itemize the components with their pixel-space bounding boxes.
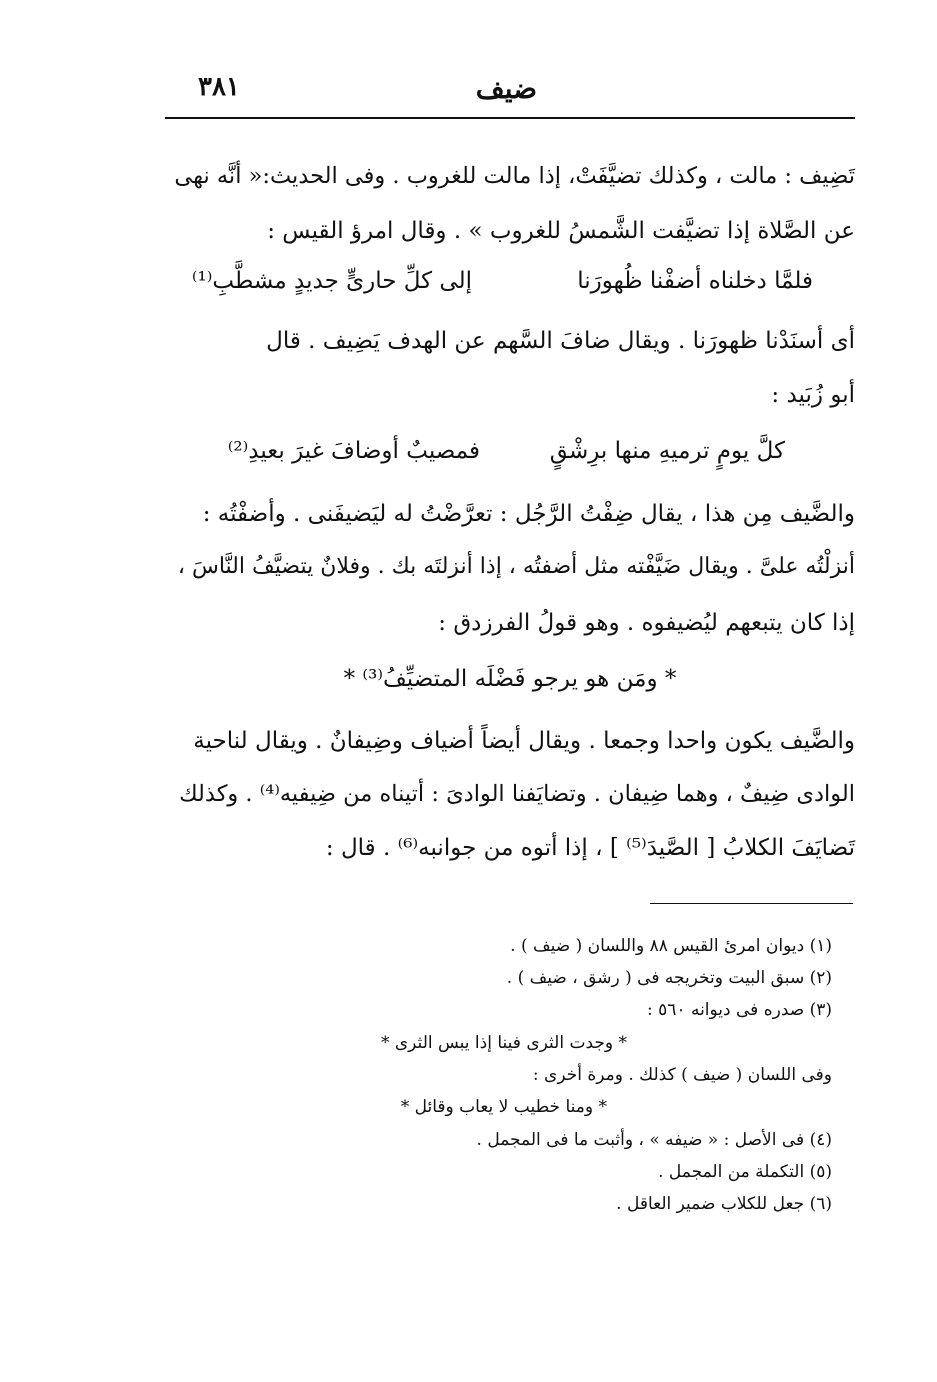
verse-3: * ومَن هو يرجو فَضْلَه المتضيِّفُ⁽³⁾ * [343, 666, 677, 692]
footnote-rule [650, 903, 853, 904]
body-line-7: إذا كان يتبعهم ليُضيفوه . وهو قولُ الفرزدق : [438, 610, 855, 636]
verse-1 [165, 270, 855, 300]
footnote-3: (٣) صدره فى ديوانه ٥٦٠ : [647, 1000, 832, 1020]
body-line-4: أبو زُبَيد : [771, 382, 855, 408]
page-header [165, 70, 855, 114]
body-line-10: تَضايَفَ الكلابُ [ الصَّيدَ⁽⁵⁾ ] ، إذا أتوه من جوانبه⁽⁶⁾ . قال : [325, 835, 855, 861]
verse-2-second-hemistich: فمصيبٌ أوضافَ غيرَ بعيدِ⁽²⁾ [227, 438, 480, 464]
page-number: ٣٨١ [198, 72, 240, 102]
footnote-6: (٦) جعل للكلاب ضمير العاقل . [616, 1194, 832, 1214]
footnote-3-continuation: وفى اللسان ( ضيف ) كذلك . ومرة أخرى : [532, 1065, 832, 1085]
verse-2 [165, 440, 855, 470]
body-line-6: أنزلْتُه علىَّ . ويقال ضَيَّفْته مثل أضفتُه ، إذا أنزلتَه بك . وفلانٌ يتضيَّفُ النَّاسَ ، [177, 554, 855, 579]
verse-2-first-hemistich: كلَّ يومٍ ترميهِ منها برِشْقٍ [549, 438, 785, 464]
body-line-2: عن الصَّلاة إذا تضيَّفت الشَّمسُ للغروب » . وقال امرؤ القيس : [267, 218, 855, 244]
footnote-4: (٤) فى الأصل : « ضيفه » ، وأثبت ما فى المجمل . [476, 1130, 832, 1150]
footnote-2: (٢) سبق البيت وتخريجه فى ( رشق ، ضيف ) . [506, 968, 832, 988]
body-line-8: والضَّيف يكون واحدا وجمعا . ويقال أيضاً أضياف وضِيفانٌ . ويقال لناحية [193, 728, 855, 754]
footnote-5: (٥) التكملة من المجمل . [658, 1162, 832, 1182]
body-line-9: الوادى ضِيفٌ ، وهما ضِيفان . وتضايَفنا الوادىَ : أتيناه من ضِيفيه⁽⁴⁾ . وكذلك [179, 781, 855, 807]
verse-1-second-hemistich: إلى كلِّ حارىٍّ جديدٍ مشطَّبِ⁽¹⁾ [191, 268, 472, 294]
footnote-3-quote-1: * وجدت الثرى فينا إذا يبس الثرى * [380, 1033, 627, 1053]
header-rule [165, 117, 855, 119]
footnote-1: (١) ديوان امرئ القيس ٨٨ واللسان ( ضيف ) . [510, 936, 832, 956]
body-line-1: تَضِيف : مالت ، وكذلك تضيَّفَتْ، إذا مالت للغروب . وفى الحديث:« أنَّه نهى [174, 163, 855, 189]
entry-title: ضيف [475, 72, 537, 105]
body-line-5: والضَّيف مِن هذا ، يقال ضِفْتُ الرَّجُل : تعرَّضْتُ له ليَضيفَنى . وأضفْتُه : [202, 501, 855, 527]
body-line-3: أى أسنَدْنا ظهورَنا . ويقال ضافَ السَّهم عن الهدف يَضِيف . قال [266, 328, 855, 354]
footnote-3-quote-2: * ومنا خطيب لا يعاب وقائل * [400, 1097, 607, 1117]
verse-1-first-hemistich: فلمَّا دخلناه أضفْنا ظُهورَنا [577, 268, 813, 294]
